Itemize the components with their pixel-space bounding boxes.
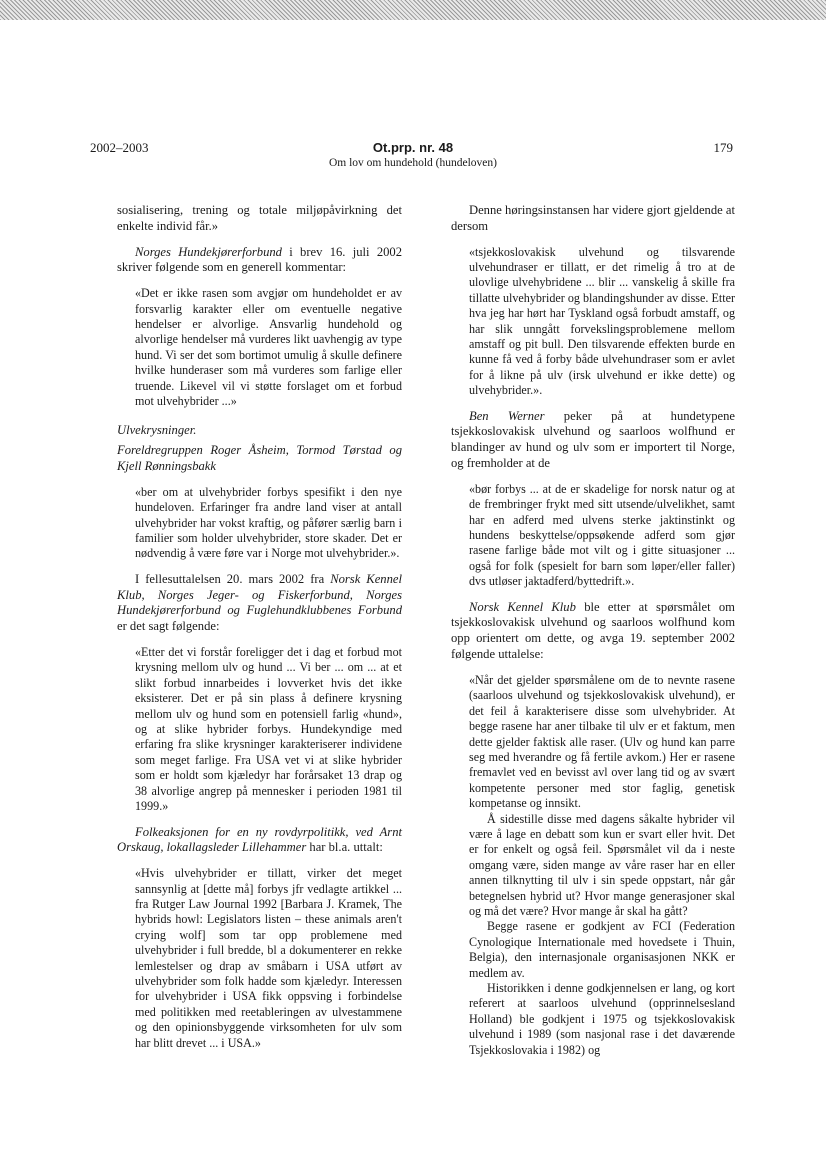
block-quote: «ber om at ulvehybrider forbys spesifikt i den nye hundeloven. Erfaringer fra andre land viser at antall ulvehybrider har vokst kraftig, og påfører særlig barn i familier som holder ulvehybrider, store skader. Det er nødvendig å være føre var i Norge mot ulvehybrider.».	[135, 484, 402, 561]
source-name: Folkeaksjonen for en ny rovdyrpolitikk, ved Arnt Orskaug, lokallagsleder Lillehammer	[117, 824, 402, 855]
source-name: Norges Hundekjørerforbund	[135, 244, 282, 259]
paragraph: Ben Werner peker på at hundetypene tsjekkoslovakisk ulvehund og saarloos wolfhund er blandinger av hund og ulv som er importert til Norge, og fremholder at de	[451, 408, 735, 471]
source-byline: Foreldregruppen Roger Åsheim, Tormod Tørstad og Kjell Rønningsbakk	[117, 443, 402, 474]
paragraph: Denne høringsinstansen har videre gjort gjeldende at dersom	[451, 203, 735, 233]
page-header	[0, 140, 826, 180]
scan-edge-band	[0, 0, 826, 20]
paragraph: I fellesuttalelsen 20. mars 2002 fra Norsk Kennel Klub, Norges Jeger- og Fiskerforbund, Norges Hundekjørerforbund og Fuglehundklubbenes Forbund er det sagt følgende:	[117, 571, 402, 634]
right-column	[451, 203, 735, 1058]
paragraph: Folkeaksjonen for en ny rovdyrpolitikk, ved Arnt Orskaug, lokallagsleder Lillehammer har bl.a. uttalt:	[117, 824, 402, 855]
paragraph: Norges Hundekjørerforbund i brev 16. juli 2002 skriver følgende som en generell kommentar:	[117, 244, 403, 275]
block-quote-continued: Historikken i denne godkjennelsen er lang, og kort referert at saarloos ulvehund (opprinnelsesland Holland) ble godkjent i 1975 og tsjekkoslovakisk ulvehund i 1989 (som nasjonal rase i det daværende Tsjekkoslovakia i 1982) og	[469, 981, 735, 1057]
block-quote: «Hvis ulvehybrider er tillatt, virker det meget sannsynlig at [dette må] forbys jfr vedlagte artikkel ... fra Rutger Law Journal 1992 [Barbara J. Kramek, The hybrids howl: Legislators listen – these animals aren't crying wolf] som tar opp problemene med ulvehybrider i full bredde, bl a dokumenterer en rekke lemlestelser og drap av småbarn i USA utført av ulvehybrider som folk hadde som kjæledyr. Interessen for ulvehybrider i USA fikk oppsving i forbindelse med politikken med reetableringen av ulvestammene og den opinionsbyggende virksomheten for ulv som har blitt drevet ... i USA.»	[135, 866, 402, 1050]
header-document-title: Ot.prp. nr. 48	[372, 140, 454, 155]
block-quote-continued: Begge rasene er godkjent av FCI (Federation Cynologique Internationale med hovedsete i Thuin, Belgia), den internasjonale organisasjonen NKK er medlem av.	[469, 919, 735, 980]
block-quote: «Når det gjelder spørsmålene om de to nevnte rasene (saarloos ulvehund og tsjekkoslovakisk ulvehund), er det feil å karakterisere disse som ulvehybrider. At begge rasene har aner tilbake til ulv er et faktum, men dette gjelder faktisk alle raser. (Ulv og hund kan parre seg med hverandre og få fertile avkom.) Her er rasene fremavlet ved en bevisst avl over lang tid og av svært kompetente personer med stor faglig, genetisk kompetanse og innsikt.	[469, 672, 735, 811]
source-name: Norsk Kennel Klub	[469, 599, 576, 614]
left-column	[117, 203, 402, 1051]
page-number: 179	[713, 140, 733, 155]
source-name: Ben Werner	[469, 408, 545, 423]
block-quote: «bør forbys ... at de er skadelige for norsk natur og at de frembringer frykt med sitt utsende/ulvelikhet, samt har en adferd med ulvens sterke jaktinstinkt og hundens beskyttelse/oppsøkende adferd som gjør rasene farlige både mot vilt og i gitte situasjoner ... også for folk (spesielt for barn som løper/eller faller) dvs utløser jaktadferd/byttedrift.».	[469, 481, 735, 589]
paragraph: Norsk Kennel Klub ble etter at spørsmålet om tsjekkoslovakisk ulvehund og saarloos wolfhund kom opp orientert om dette, og avga 19. september 2002 følgende uttalelse:	[451, 599, 735, 662]
block-quote: «Etter det vi forstår foreligger det i dag et forbud mot krysning mellom ulv og hund ... Vi ber ... om ... at et slikt forbud innarbeides i lovverket hvis det ikke eksisterer. Det er på sin plass å definere krysning mellom ulv og hund som en potensiell farlig «hund», og at slike hybrider forbys. Hundekyndige med erfaring fra slike krysninger karakteriserer individene som meget farlige. Fra USA vet vi at slike hybrider som er holdt som kjæledyr har forårsaket 13 drap og 38 alvorlige angrep på mennesker i perioden 1981 til 1999.»	[135, 645, 402, 814]
source-name: Norsk Kennel Klub, Norges Jeger- og Fiskerforbund, Norges Hundekjørerforbund og Fuglehundklubbenes Forbund	[117, 571, 402, 618]
block-quote-continued: Å sidestille disse med dagens såkalte hybrider vil være å lage en debatt som kun er svart eller hvit. Det er for enkelt og også feil. Spørsmålet vil da i neste omgang være, siden mange av våre raser har en eller annen tilknytting til ulv i sin spede oppstart, når går betegnelsen hybrid ut? Hvor mange generasjoner skal og må det være? Hvor mange år skal ha gått?	[469, 811, 735, 918]
paragraph: sosialisering, trening og totale miljøpåvirkning det enkelte individ får.»	[117, 203, 402, 233]
block-quote: «Det er ikke rasen som avgjør om hundeholdet er av forsvarlig karakter eller om eventuelle negative hendelser er alvorlige. Ansvarlig hundehold og alvorlige hendelser må vurderes likt uavhengig av type hund. Vi ser det som bortimot umulig å skulle definere hvilke hunderaser som må vurderes som farlige eller truende. Likevel vil vi støtte forslaget om et forbud mot ulvehybrider ...»	[135, 286, 402, 409]
block-quote: «tsjekkoslovakisk ulvehund og tilsvarende ulvehundraser er tillatt, er det rimelig å tro at de ulovlige ulvehybridene ... blir ... vanskelig å skille fra tillatte ulvehybrider og blandingshunder av disse. Etter hva jeg har hørt har Tyskland også forbudt amstaff, og har slik unngått forvekslingsproblemene mellom amstaff og pit bull. Den tilsvarende effekten burde en kunne få ved å forby både ulvehundraser som er avlet for å likne på ulv (irsk ulvehund er ikke dette) og ulvehybrider.».	[469, 244, 735, 398]
header-subtitle: Om lov om hundehold (hundeloven)	[328, 157, 497, 169]
section-heading: Ulvekrysninger.	[117, 423, 197, 438]
header-years: 2002–2003	[90, 140, 149, 155]
